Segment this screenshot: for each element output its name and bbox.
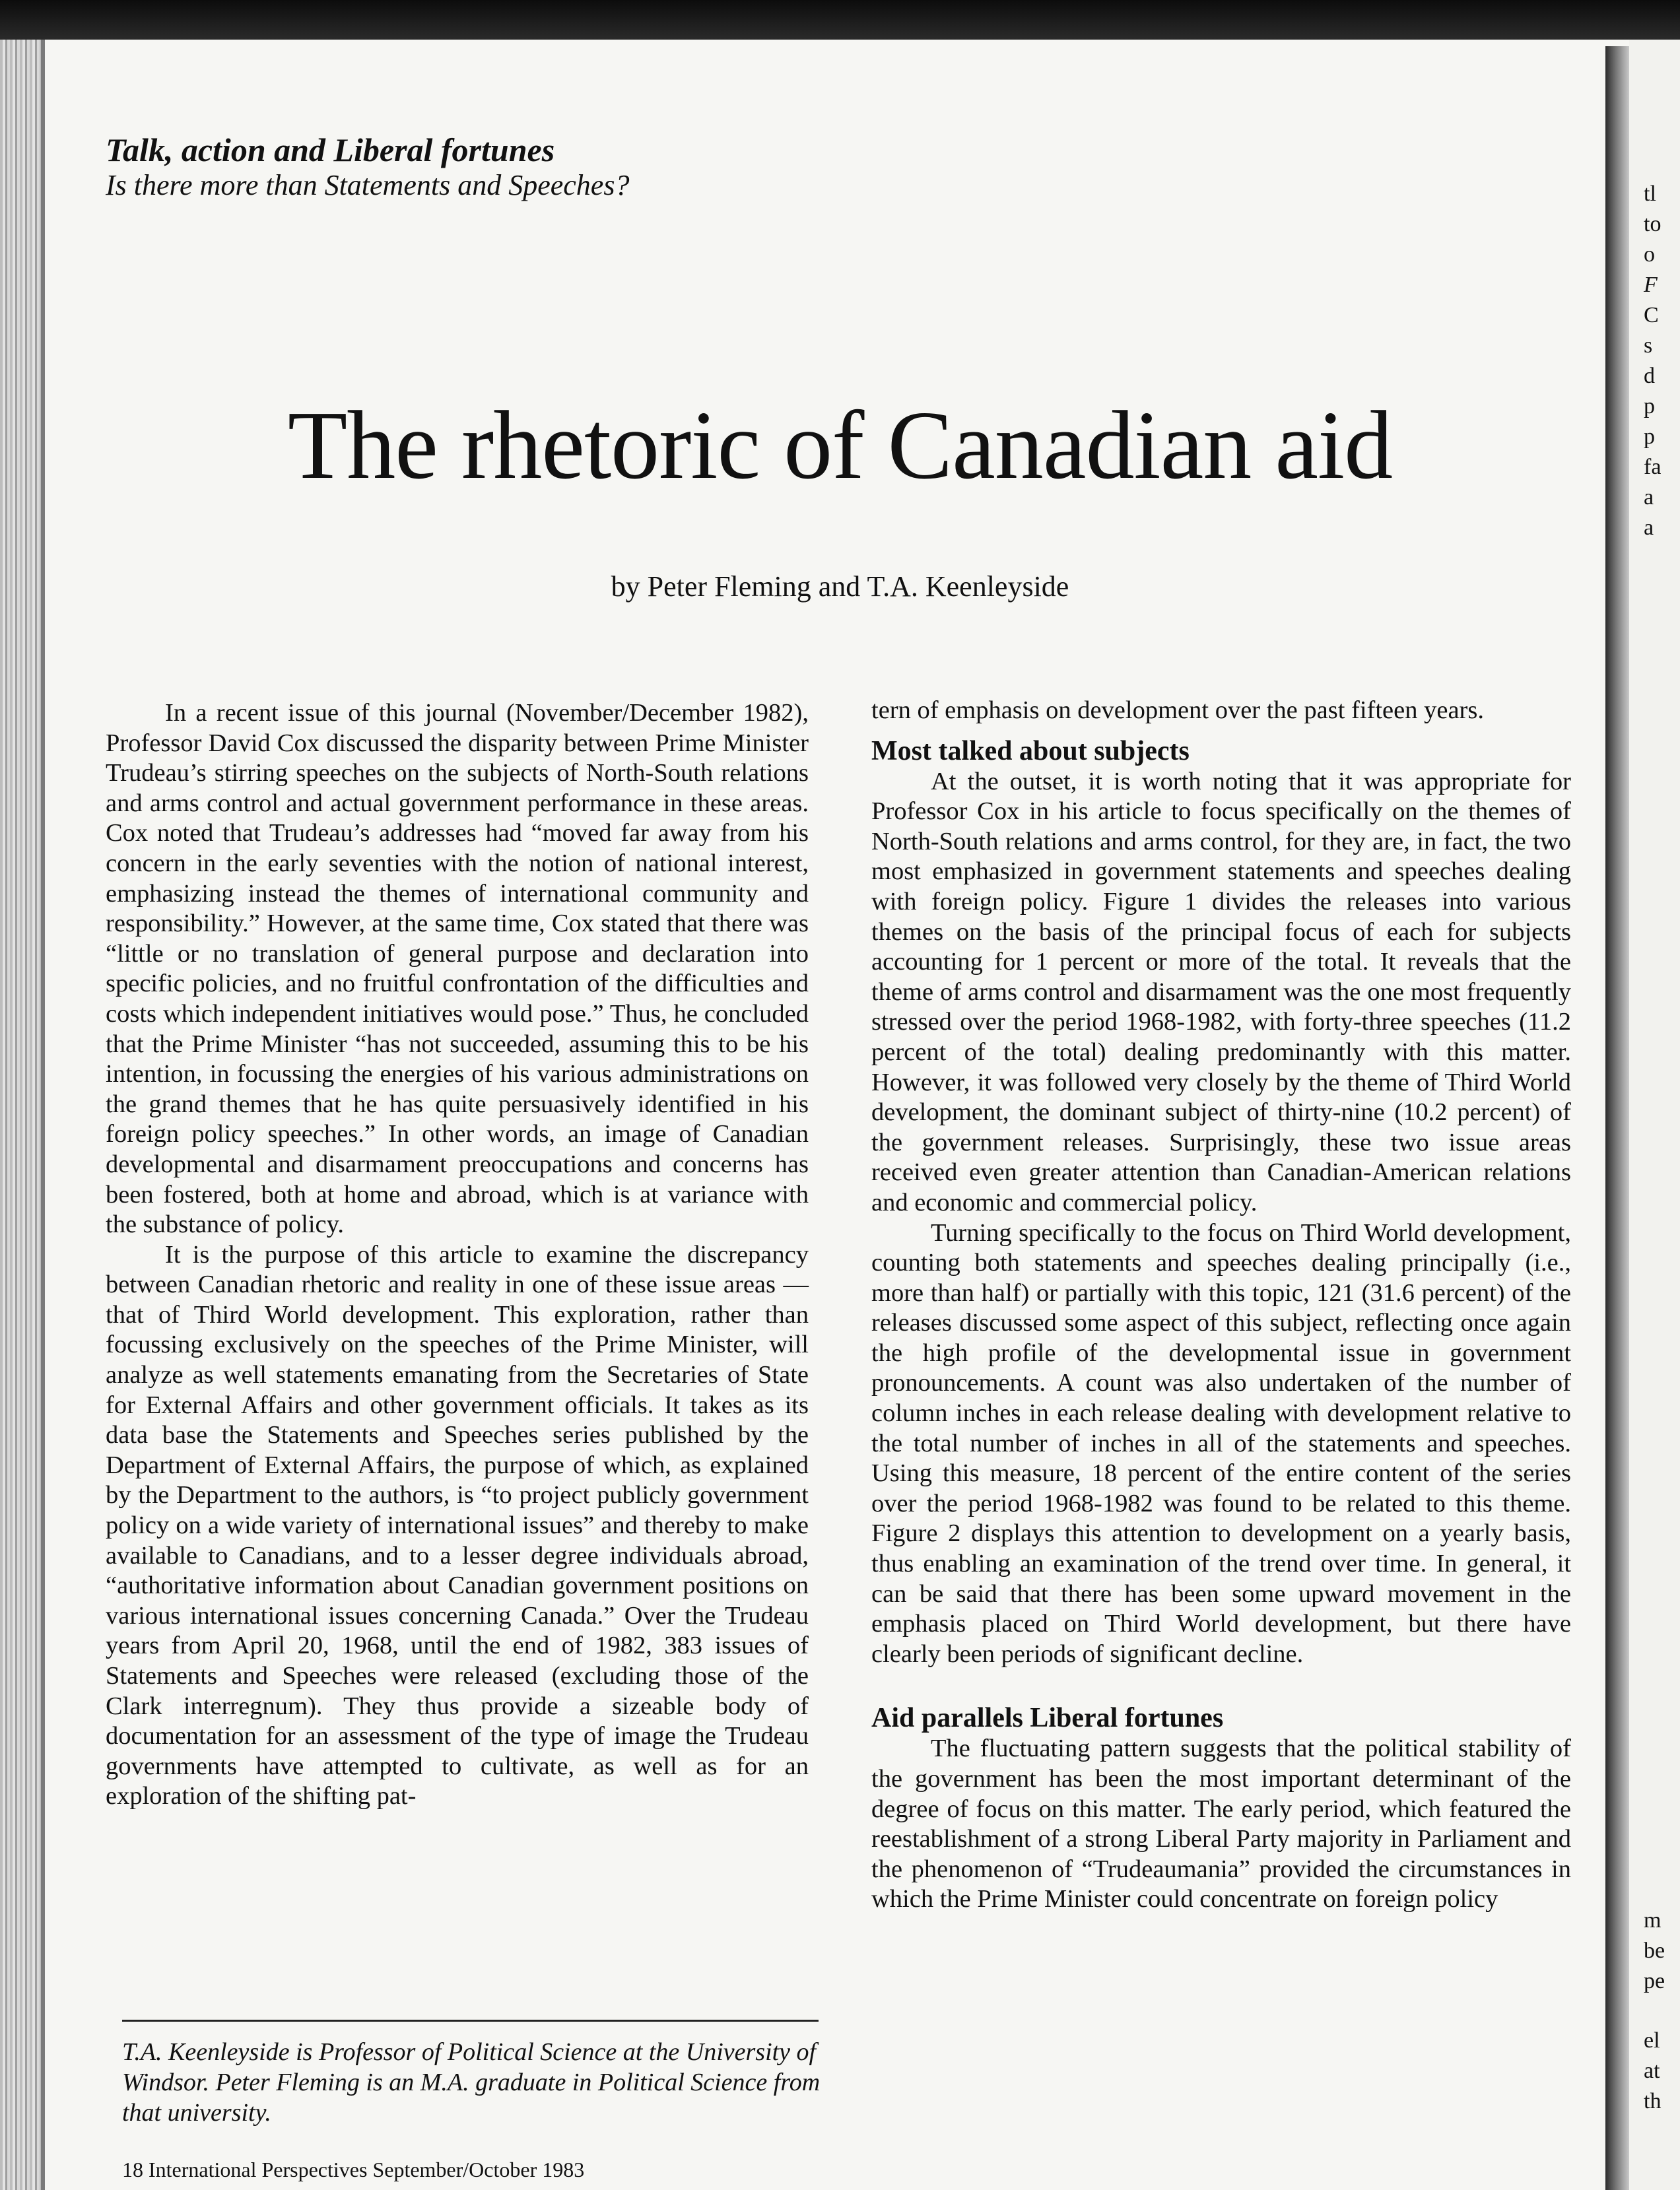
binding-gutter-left <box>0 40 41 2190</box>
paragraph: The fluctuating pattern suggests that the political stability of the government has been the most important determinant of the degree of focus on this matter. The early period, which featured the reestablishment of a strong Liberal Party majority in Parliament and the phenomenon of “Trudeaumania” provided the circumstances in which the Prime Minister could concentrate on foreign policy <box>871 1735 1571 1913</box>
edge-line: to <box>1644 212 1662 236</box>
edge-line: d <box>1644 364 1655 388</box>
edge-line: fa <box>1644 455 1662 479</box>
paragraph: Turning specifically to the focus on Third World development, counting both statements and speeches dealing principally (i.e., more than half) or partially with this topic, 121 (31.6 percent) of the releases discussed some aspect of this subject, reflecting once again the high profile of the developmental issue in government pronouncements. A count was also undertaken of the number of column inches in each release dealing with development relative to the total number of inches in all of the statements and speeches. Using this measure, 18 percent of the entire content of the series over the period 1968-1982 was found to be related to this theme. Figure 2 displays this attention to development on a yearly basis, thus enabling an examination of the trend over time. In general, it can be said that there has been some upward movement in the emphasis placed on Third World development, but there have clearly been periods of significant decline. <box>871 1218 1571 1668</box>
left-column <box>106 698 809 1812</box>
edge-line: F <box>1644 273 1658 297</box>
paragraph: It is the purpose of this article to examine the discrepancy between Canadian rhetoric and reality in one of these issue areas — that of Third World development. This exploration, rather than focussing exclusively on the speeches of the Prime Minister, will analyze as well statements emanating from the Secretaries of State for External Affairs and other government officials. It takes as its data base the Statements and Speeches series published by the Department of External Affairs, the purpose of which, as explained by the Department to the authors, is “to project publicly government policy on a wide variety of international issues” and thereby to make available to Canadians, and to a lesser degree individuals abroad, “authoritative information about Canadian government positions on various international issues concerning Canada.” Over the Trudeau years from April 20, 1968, until the end of 1982, 383 issues of Statements and Speeches were released (excluding those of the Clark interregnum). They thus provide a sizeable body of documentation for an assessment of the type of image the Trudeau governments have attempted to cultivate, as well as for an exploration of the shifting pat- <box>106 1240 809 1810</box>
page-edge-left <box>41 40 45 2190</box>
edge-line: m <box>1644 1908 1662 1933</box>
right-column <box>871 696 1571 1915</box>
binding-gutter-right <box>1605 46 1629 2190</box>
edge-line: th <box>1644 2089 1662 2113</box>
edge-line: p <box>1644 424 1655 449</box>
paragraph: At the outset, it is worth noting that it was appropriate for Professor Cox in his article to focus specifically on the themes of North-South relations and arms control, for they are, in fact, the two most emphasized in government statements and speeches dealing with foreign policy. Figure 1 divides the releases into various themes on the basis of the principal focus of each for subjects accounting for 1 percent or more of the total. It reveals that the theme of arms control and disarmament was the one most frequently stressed over the period 1968-1982, with forty-three speeches (11.2 percent of the total) dealing predominantly with this matter. However, it was followed very closely by the theme of Third World development, the dominant subject of thirty-nine (10.2 percent) of the government releases. Surprisingly, these two issue areas received even greater attention than Canadian-American relations and economic and commercial policy. <box>871 767 1571 1216</box>
kicker <box>106 132 629 203</box>
edge-line: at <box>1644 2059 1660 2083</box>
kicker-line-1: Talk, action and Liberal fortunes <box>106 131 555 168</box>
paragraph: In a recent issue of this journal (November/December 1982), Professor David Cox discussed the disparity between Prime Minister Trudeau’s stirring speeches on the subjects of North-South relations and arms control and actual government performance in these areas. Cox noted that Trudeau’s addresses had “moved far away from his concern in the early seventies with the notion of national interest, emphasizing instead the themes of international community and responsibility.” However, at the same time, Cox stated that there was “little or no translation of general purpose and declaration into specific policies, and no fruitful confrontation of the difficulties and costs which independent initiatives would pose.” Thus, he concluded that the Prime Minister “has not succeeded, assuming this to be his intention, in focussing the energies of his various administrations on the grand themes that he has quite persuasively identified in his foreign policy speeches.” In other words, an image of Canadian developmental and disarmament preoccupations and concerns has been fostered, both at home and abroad, which is at variance with the substance of policy. <box>106 699 809 1239</box>
article-title: The rhetoric of Canadian aid <box>287 391 1393 500</box>
byline: by Peter Fleming and T.A. Keenleyside <box>611 570 1069 603</box>
edge-line: pe <box>1644 1969 1665 1993</box>
author-footnote: T.A. Keenleyside is Professor of Political Science at the University of Windsor. Peter Fleming is an M.A. graduate in Political Science from that university. <box>122 2038 821 2127</box>
edge-line: a <box>1644 485 1654 510</box>
page-folio: 18 International Perspectives September/October 1983 <box>122 2158 585 2181</box>
section-heading: Most talked about subjects <box>871 735 1190 766</box>
section-heading: Aid parallels Liberal fortunes <box>871 1703 1224 1734</box>
edge-line: p <box>1644 394 1655 418</box>
edge-line: C <box>1644 303 1659 327</box>
paragraph-continuation: tern of emphasis on development over the past fifteen years. <box>871 696 1484 724</box>
scanner-top-shadow <box>0 0 1680 40</box>
edge-line: tl <box>1644 182 1656 206</box>
footnote-rule <box>122 2020 819 2022</box>
edge-line: el <box>1644 2028 1660 2053</box>
edge-line: s <box>1644 333 1653 358</box>
kicker-line-2: Is there more than Statements and Speeches? <box>106 169 630 201</box>
edge-line: a <box>1644 515 1654 540</box>
edge-line: o <box>1644 242 1655 267</box>
edge-line: be <box>1644 1939 1665 1963</box>
